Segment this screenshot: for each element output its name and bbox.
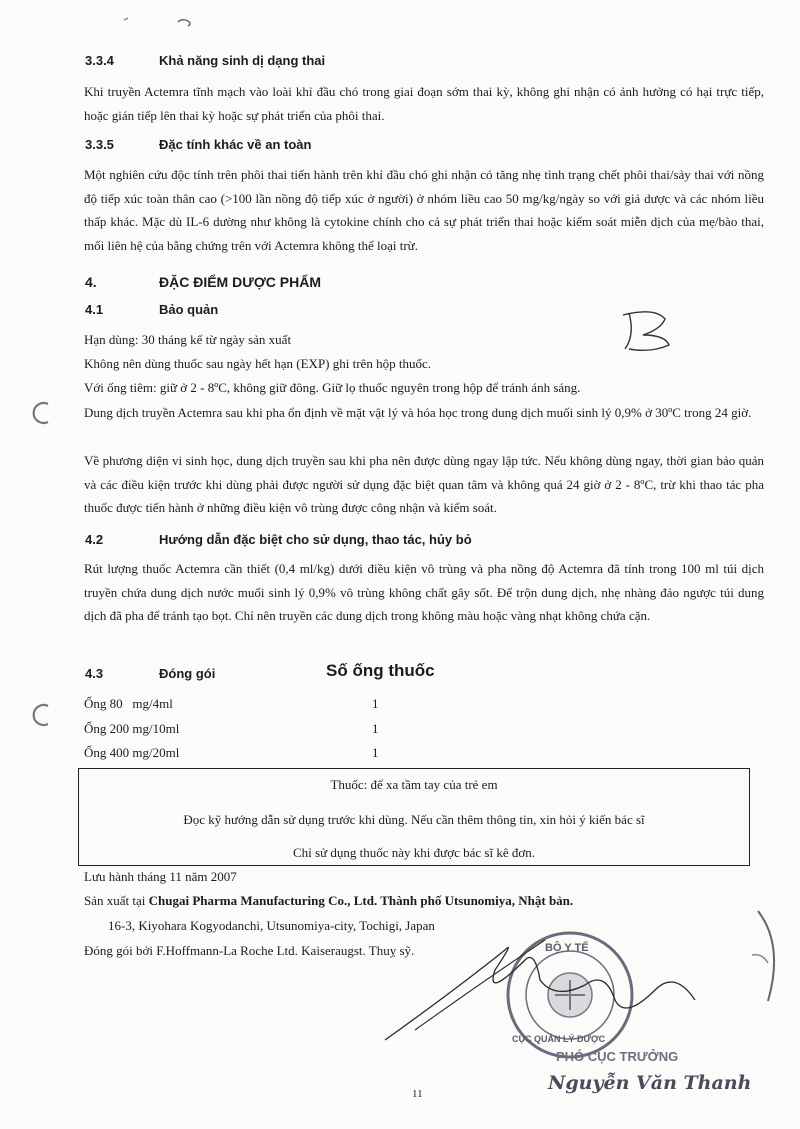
section-number: 3.3.4 xyxy=(85,53,114,68)
punch-hole-1 xyxy=(30,400,56,426)
stamp-text-top: BỘ Y TẾ xyxy=(545,942,589,954)
section-title: Đặc tính khác về an toàn xyxy=(159,137,312,152)
section-heading-4-2 xyxy=(85,532,472,547)
warning-box xyxy=(78,768,750,866)
section-number: 4. xyxy=(85,274,97,290)
circulation-date: Lưu hành tháng 11 năm 2007 xyxy=(84,869,237,884)
section-heading-4 xyxy=(85,274,321,290)
section-heading-4-1 xyxy=(85,302,218,317)
manufacturer-line xyxy=(84,893,573,909)
manufacturer-address: 16-3, Kiyohara Kogyodanchi, Utsunomiya-city, Tochigi, Japan xyxy=(108,918,435,933)
signature-stroke xyxy=(375,930,705,1050)
storage-paragraph-1: Dung dịch truyền Actemra sau khi pha ổn định về mặt vật lý và hóa học trong dung dịch muối sinh lý 0,9% ở 30ºC trong 24 giờ. xyxy=(84,405,752,420)
signer-name: Nguyễn Văn Thanh xyxy=(548,1072,752,1094)
section-title: Hướng dẫn đặc biệt cho sử dụng, thao tác, hủy bỏ xyxy=(159,532,472,547)
package-row-qty: 1 xyxy=(372,721,379,736)
side-stamp-fragment xyxy=(748,905,788,1005)
package-row-qty: 1 xyxy=(372,745,379,760)
punch-hole-2 xyxy=(30,702,56,728)
warning-line-2: Đọc kỹ hướng dẫn sử dụng trước khi dùng. Nếu cần thêm thông tin, xin hỏi ý kiến bác sĩ xyxy=(183,812,645,827)
quantity-column-header: Số ống thuốc xyxy=(326,661,435,680)
stamp-text-bottom: CỤC QUẢN LÝ DƯỢC xyxy=(512,1034,606,1044)
warning-line-3: Chỉ sử dụng thuốc này khi được bác sĩ kê đơn. xyxy=(293,845,535,860)
section-number: 3.3.5 xyxy=(85,137,114,152)
section-title: ĐẶC ĐIỂM DƯỢC PHẨM xyxy=(159,274,321,290)
section-heading-3-3-4 xyxy=(85,53,325,68)
paragraph-3-3-5: Một nghiên cứu độc tính trên phôi thai tiến hành trên khỉ đầu chó ghi nhận có tăng nhẹ tình trạng chết phôi thai/sảy thai với nồng độ tiếp xúc toàn thân cao (>100 lần nồng độ tiếp xúc ở người) ở nhóm liều cao 50 mg/kg/ngày so với giả dược và các nhóm liều thấp khác. Mặc dù IL-6 dường như không là cytokine chính cho cả sự phát triển thai hoặc kiểm soát miễn dịch của mẹ/bào thai, mối liên hệ của bằng chứng trên với Actemra không thể loại trừ. xyxy=(84,167,764,253)
package-row-name: Ống 400 mg/20ml xyxy=(84,745,180,760)
scan-mark-top xyxy=(118,12,208,32)
signer-title: PHÓ CỤC TRƯỞNG xyxy=(556,1049,679,1064)
storage-line-1: Hạn dùng: 30 tháng kể từ ngày sản xuất xyxy=(84,332,292,347)
package-row-qty: 1 xyxy=(372,696,379,711)
package-row-name: Ống 200 mg/10ml xyxy=(84,721,180,736)
section-number: 4.2 xyxy=(85,532,104,547)
section-heading-4-3 xyxy=(85,666,215,681)
packager-line: Đóng gói bởi F.Hoffmann-La Roche Ltd. Kaiseraugst. Thuỵ sỹ. xyxy=(84,943,415,958)
section-number: 4.1 xyxy=(85,302,104,317)
manufacturer-prefix: Sản xuất tại xyxy=(84,893,149,908)
storage-paragraph-2: Về phương diện vi sinh học, dung dịch truyền sau khi pha nên được dùng ngay lập tức. Nếu không dùng ngay, thời gian bảo quản và các điều kiện trước khi dùng phải được người sử dụng đặc biệt quan tâm và không quá 24 giờ ở 2 - 8ºC, trừ khi thao tác pha thuốc được tiến hành ở những điều kiện vô trùng được công nhận và kiểm soát. xyxy=(84,453,764,515)
section-title: Đóng gói xyxy=(159,666,216,681)
paragraph-3-3-4: Khi truyền Actemra tĩnh mạch vào loài khỉ đầu chó trong giai đoạn sớm thai kỳ, không ghi nhận có ảnh hưởng có hại trực tiếp, hoặc gián tiếp lên thai kỳ hoặc sự phát triển của phôi thai. xyxy=(84,84,764,123)
section-number: 4.3 xyxy=(85,666,104,681)
storage-line-2: Không nên dùng thuốc sau ngày hết hạn (EXP) ghi trên hộp thuốc. xyxy=(84,356,431,371)
section-title: Bảo quản xyxy=(159,302,219,317)
handwritten-initial-mark xyxy=(615,305,685,355)
section-title: Khả năng sinh dị dạng thai xyxy=(159,53,326,68)
package-row-name: Ống 80 mg/4ml xyxy=(84,696,173,711)
warning-line-1: Thuốc: để xa tầm tay của trẻ em xyxy=(330,777,498,792)
page-number: 11 xyxy=(412,1088,423,1100)
section-heading-3-3-5 xyxy=(85,137,311,152)
storage-line-3: Với ống tiêm: giữ ở 2 - 8ºC, không giữ đông. Giữ lọ thuốc nguyên trong hộp để tránh ánh sáng. xyxy=(84,380,581,395)
manufacturer-name: Chugai Pharma Manufacturing Co., Ltd. Thành phố Utsunomiya, Nhật bản. xyxy=(148,893,574,908)
paragraph-4-2: Rút lượng thuốc Actemra cần thiết (0,4 ml/kg) dưới điều kiện vô trùng và pha nồng độ Actemra đã tính trong 100 ml túi dịch truyền chứa dung dịch nước muối sinh lý 0,9% vô trùng không chất gây sốt. Để trộn dung dịch, nhẹ nhàng đảo ngược túi dung dịch đã pha để tránh tạo bọt. Chỉ nên truyền các dung dịch trong không màu hoặc vàng nhạt không chứa cặn. xyxy=(84,561,764,623)
